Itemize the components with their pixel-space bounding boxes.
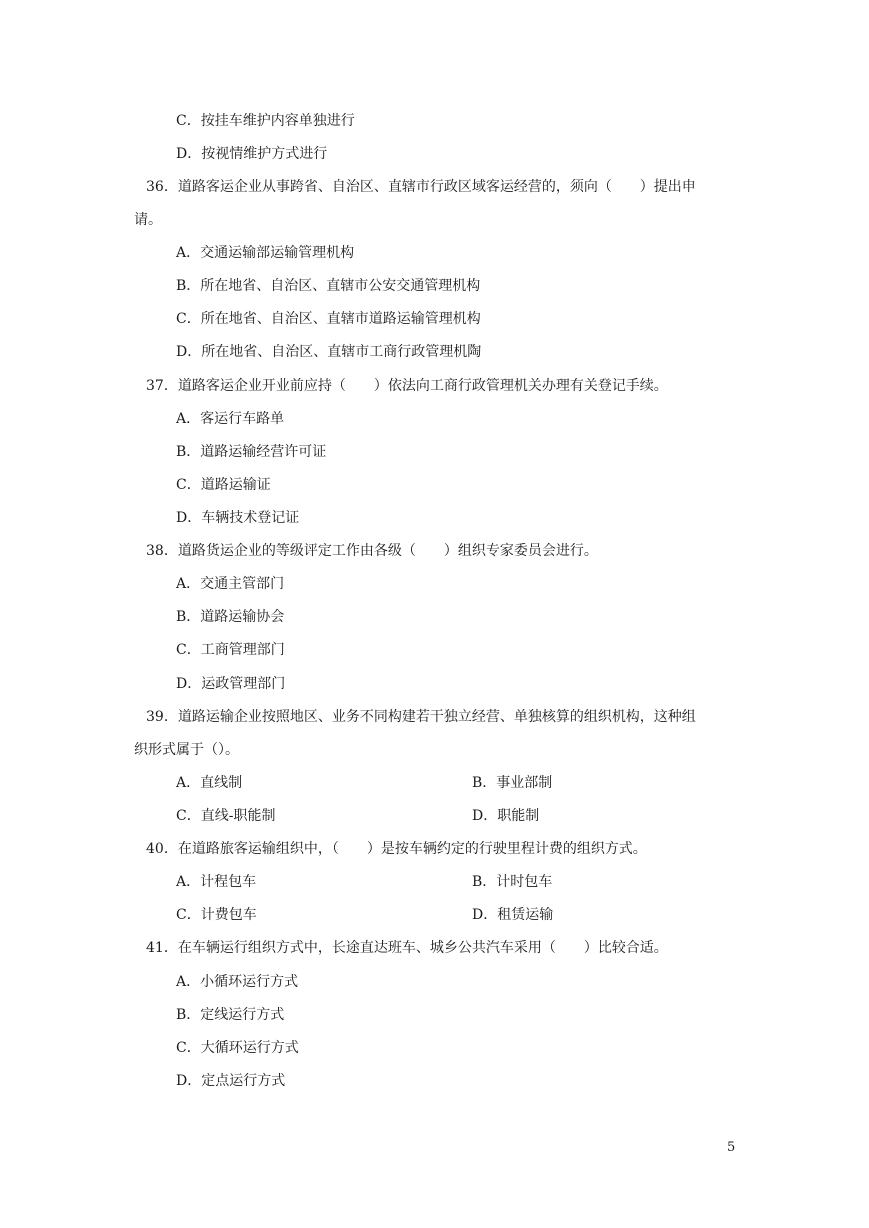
page-number: 5 [727,1140,736,1155]
question-37-option-c: C．道路运输证 [176,477,271,493]
question-36-text-continued: 请。 [134,212,162,228]
question-41-option-c: C．大循环运行方式 [176,1040,299,1056]
question-40-option-b: B．计时包车 [472,874,553,890]
question-41-option-d: D．定点运行方式 [176,1073,286,1089]
question-40-option-a: A．计程包车 [176,874,257,890]
question-37-option-d: D．车辆技术登记证 [176,510,300,526]
question-39-text: 39．道路运输企业按照地区、业务不同构建若干独立经营、单独核算的组织机构，这种组 [146,709,696,725]
question-39-option-b: B．事业部制 [472,775,553,791]
question-36-option-b: B．所在地省、自治区、直辖市公安交通管理机构 [176,278,481,294]
question-36-option-a: A．交通运输部运输管理机构 [176,245,355,261]
question-39-option-d: D．职能制 [472,808,540,824]
option-d-previous-question: D．按视情维护方式进行 [176,146,328,162]
question-39-option-a: A．直线制 [176,775,243,791]
question-40-option-d: D．租赁运输 [472,907,554,923]
question-37-text: 37．道路客运企业开业前应持（ ）依法向工商行政管理机关办理有关登记手续。 [146,378,668,394]
question-38-text: 38．道路货运企业的等级评定工作由各级（ ）组织专家委员会进行。 [146,543,598,559]
question-39-option-c: C．直线-职能制 [176,808,276,824]
question-37-option-b: B．道路运输经营许可证 [176,444,327,460]
question-41-option-a: A．小循环运行方式 [176,974,299,990]
question-36-option-d: D．所在地省、自治区、直辖市工商行政管理机陶 [176,344,482,360]
question-40-text: 40．在道路旅客运输组织中，（ ）是按车辆约定的行驶里程计费的组织方式。 [146,841,647,857]
question-38-option-c: C．工商管理部门 [176,642,285,658]
question-38-option-d: D．运政管理部门 [176,676,286,692]
question-40-option-c: C．计费包车 [176,907,257,923]
question-41-option-b: B．定线运行方式 [176,1007,285,1023]
question-39-text-continued: 织形式属于（）。 [134,742,239,758]
question-37-option-a: A．客运行车路单 [176,411,285,427]
question-36-text: 36．道路客运企业从事跨省、自治区、直辖市行政区域客运经营的，须向（ ）提出申 [146,179,696,195]
question-38-option-a: A．交通主管部门 [176,576,285,592]
question-41-text: 41．在车辆运行组织方式中，长途直达班车、城乡公共汽车采用（ ）比较合适。 [146,940,668,956]
question-36-option-c: C．所在地省、自治区、直辖市道路运输管理机构 [176,311,481,327]
question-38-option-b: B．道路运输协会 [176,609,285,625]
option-c-previous-question: C．按挂车维护内容单独进行 [176,113,355,129]
